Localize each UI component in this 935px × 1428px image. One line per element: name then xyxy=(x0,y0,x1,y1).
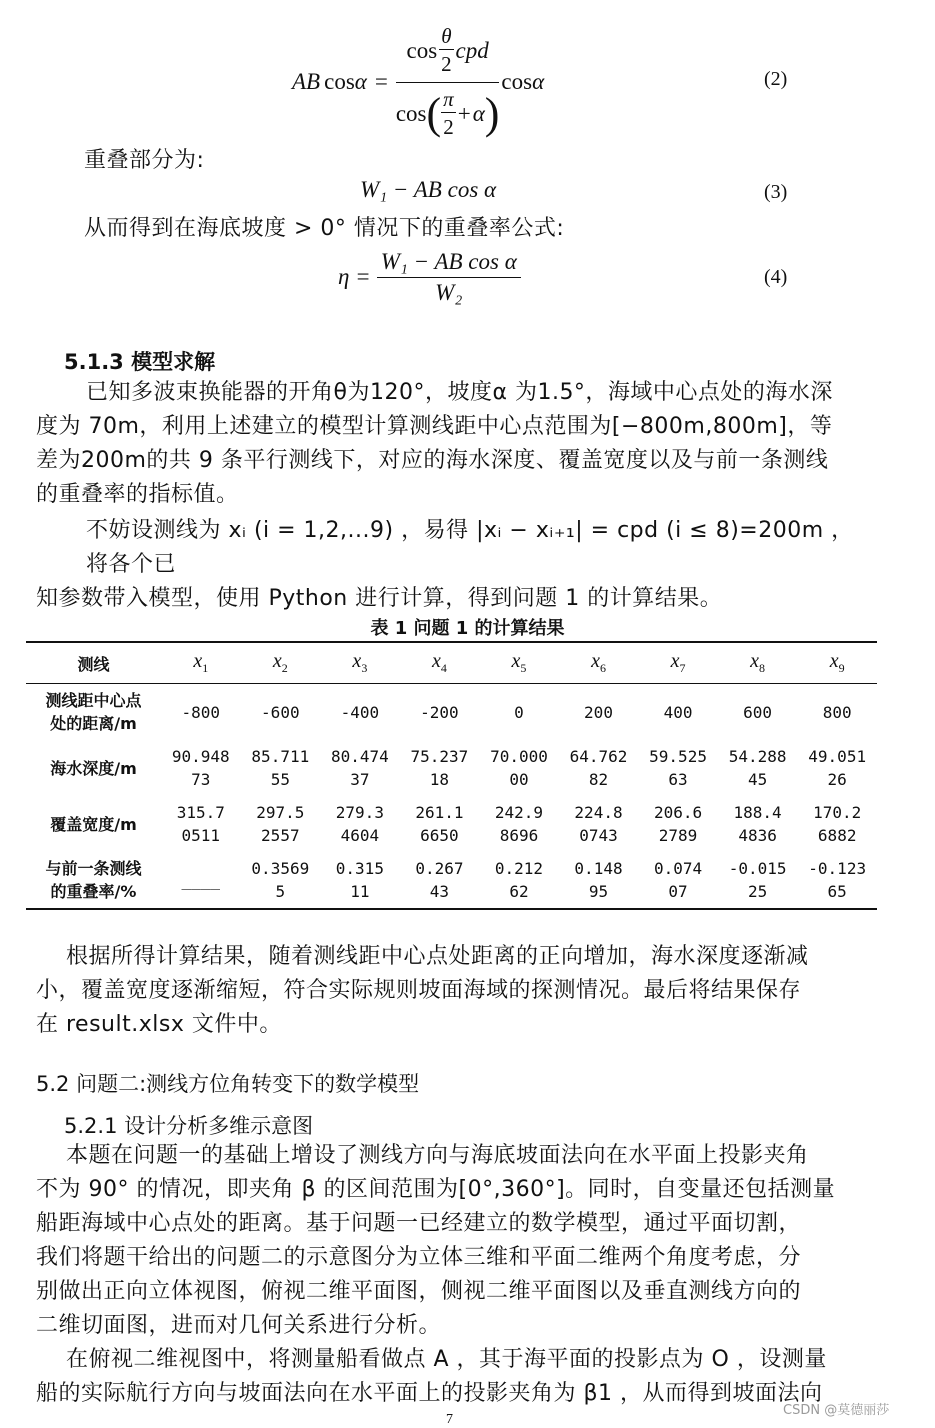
table-cell xyxy=(320,740,400,796)
table-cell-line: 80.474 xyxy=(330,747,389,766)
section-5-1-3-title: 5.1.3 模型求解 xyxy=(64,350,216,374)
eq2-den-two: 2 xyxy=(443,115,454,139)
table-cell-line: -800 xyxy=(181,702,221,722)
table-cell xyxy=(479,740,559,796)
row-header xyxy=(26,684,161,741)
col-header-x1: $x_1$ xyxy=(161,642,241,684)
eq2-number: (2) xyxy=(764,68,788,90)
table-cell-line: -200 xyxy=(420,702,459,722)
col-header-x2: $x_2$ xyxy=(241,642,321,684)
table-cell xyxy=(797,852,877,909)
table-row xyxy=(26,796,877,852)
table-cell xyxy=(479,796,559,852)
section-5-1-3-paragraph-1 xyxy=(36,376,876,512)
eq4-number: (4) xyxy=(764,266,788,288)
section-5-2-1-title: 5.2.1 设计分析多维示意图 xyxy=(64,1114,314,1138)
table-cell-line: 73 xyxy=(191,770,211,789)
section-5-2-1-paragraph-2 xyxy=(36,1343,876,1411)
eq2-lhs-ab: AB xyxy=(292,69,321,94)
table-cell-line: 00 xyxy=(509,770,529,789)
table-cell-line: 6882 xyxy=(817,826,857,845)
table-cell xyxy=(718,740,798,796)
table-cell-line: 0.212 xyxy=(494,859,544,878)
table-row xyxy=(26,684,877,741)
text-line: 二维切面图，进而对几何关系进行分析。 xyxy=(36,1313,442,1338)
text-line: 的重叠率的指标值。 xyxy=(36,482,239,507)
equation-3: W₁ − AB cos α xyxy=(360,177,497,202)
eq2-num-cpd: cpd xyxy=(455,37,489,63)
table-cell-line: 43 xyxy=(429,882,450,901)
text-line: 在 result.xlsx 文件中。 xyxy=(36,1012,282,1037)
row-header xyxy=(26,852,161,909)
table-caption: 表 1 问题 1 的计算结果 xyxy=(370,618,565,639)
row-header-line: 海水深度/m xyxy=(50,758,137,778)
table-cell-line: 90.948 xyxy=(171,747,230,766)
table-cell xyxy=(400,796,480,852)
table-cell-line: 224.8 xyxy=(574,803,623,822)
eq2-lhs-cos: cos xyxy=(324,69,355,94)
table-cell-line: 188.4 xyxy=(733,803,782,822)
eq4-lhs: η = xyxy=(338,264,371,289)
table-cell-line: 26 xyxy=(827,770,847,789)
table-cell-line: 49.051 xyxy=(808,747,867,766)
table-cell xyxy=(479,684,559,741)
equation-4 xyxy=(338,244,521,310)
text-line: 不为 90° 的情况，即夹角 β 的区间范围为[0°,360°]。同时，自变量还包括测量 xyxy=(36,1177,836,1202)
eq2-rhs-cos: cos xyxy=(501,69,533,94)
eq2-num-cos: cos xyxy=(406,37,438,63)
table-cell-line: 0.074 xyxy=(653,859,703,878)
row-header-line: 测线距中心点 xyxy=(45,691,142,710)
eq4-denominator: W₂ xyxy=(435,279,463,305)
table-cell xyxy=(400,852,480,909)
table-cell xyxy=(320,852,400,909)
row-header xyxy=(26,740,161,796)
section-5-2-title: 5.2 问题二:测线方位角转变下的数学模型 xyxy=(36,1072,420,1096)
table-cell-line: 65 xyxy=(827,882,847,901)
eq2-fraction: cos $\frac{\theta}{2}$ cpd cos ( $\frac{\pi}{2}$ + α ) xyxy=(396,22,500,143)
text-line: 根据所得计算结果，随着测线距中心点处距离的正向增加，海水深度逐渐减 xyxy=(66,944,809,969)
table-cell-line: 95 xyxy=(588,882,609,901)
text-line: 别做出正向立体视图，俯视二维平面图，侧视二维平面图以及垂直测线方向的 xyxy=(36,1279,802,1304)
table-cell-line: 0.315 xyxy=(335,859,384,878)
text-line: 差为200m的共 9 条平行测线下，对应的海水深度、覆盖宽度以及与前一条测线 xyxy=(36,448,829,473)
table-cell-line: -0.015 xyxy=(728,859,787,878)
conclusion-paragraph xyxy=(36,940,876,1042)
table-cell-line: 45 xyxy=(747,770,768,789)
table-cell xyxy=(479,852,559,909)
table-cell-line: 600 xyxy=(743,702,773,722)
text-line: 我们将题干给出的问题二的示意图分为立体三维和平面二维两个角度考虑，分 xyxy=(36,1245,802,1270)
results-table xyxy=(26,641,877,910)
table-cell-line: 800 xyxy=(822,702,852,722)
table-cell-line: 0.267 xyxy=(415,859,464,878)
table-cell xyxy=(320,796,400,852)
eq2-den-pi: π xyxy=(443,87,454,111)
table-cell-line: 75.237 xyxy=(410,747,469,766)
table-cell xyxy=(718,852,798,909)
table-cell-line: 0 xyxy=(514,702,524,722)
eq3-number: (3) xyxy=(764,181,788,203)
table-cell xyxy=(320,684,400,741)
watermark: CSDN @莫德丽莎 xyxy=(783,1403,890,1418)
table-cell xyxy=(797,796,877,852)
table-cell xyxy=(718,684,798,741)
table-cell-line: 0511 xyxy=(181,826,221,845)
eq2-num-theta: θ xyxy=(441,24,452,48)
table-cell-line: ____ xyxy=(181,870,221,890)
table-cell-line: 25 xyxy=(747,882,768,901)
section-5-2-1-paragraph-1 xyxy=(36,1139,876,1343)
text-line: 度为 70m，利用上述建立的模型计算测线距中心点范围为[−800m,800m]，等 xyxy=(36,414,833,439)
text-line: 已知多波束换能器的开角θ为120°，坡度α 为1.5°，海域中心点处的海水深 xyxy=(86,380,833,405)
table-cell-line: 0743 xyxy=(579,826,618,845)
table-cell-line: 2557 xyxy=(261,826,300,845)
eq2-den-plus: + xyxy=(457,100,471,126)
table-cell xyxy=(241,796,321,852)
col-header-x5: $x_5$ xyxy=(479,642,559,684)
row-header-line: 覆盖宽度/m xyxy=(50,814,137,834)
row-header-line: 与前一条测线 xyxy=(45,859,142,878)
col-header-x7: $x_7$ xyxy=(638,642,718,684)
table-cell-line: 4604 xyxy=(340,826,380,845)
table-cell xyxy=(638,684,718,741)
table-cell-line: -0.123 xyxy=(808,859,867,878)
eq2-lhs-alpha: α xyxy=(354,69,367,94)
table-cell-line: 206.6 xyxy=(653,803,703,822)
text-line: 船距海域中心点处的距离。基于问题一已经建立的数学模型，通过平面切割， xyxy=(36,1211,802,1236)
table-cell-line: 297.5 xyxy=(256,803,305,822)
formula-intro: 从而得到在海底坡度 > 0° 情况下的重叠率公式: xyxy=(84,216,565,241)
table-cell-line: 07 xyxy=(668,882,688,901)
text-line: 船的实际航行方向与坡面法向在水平面上的投影夹角为 β1 ，从而得到坡面法向 xyxy=(36,1381,823,1406)
table-cell xyxy=(797,740,877,796)
table-cell-line: 200 xyxy=(584,702,613,722)
row-header-line: 的重叠率/% xyxy=(50,882,137,901)
col-header-x6: $x_6$ xyxy=(559,642,639,684)
table-cell xyxy=(638,740,718,796)
table-cell-line: -600 xyxy=(261,702,300,722)
equation-2: AB cos α = cos $\frac{\theta}{2}$ cpd cos ( $\frac{\pi}{2}$ + α ) cos α xyxy=(292,22,544,142)
table-cell-line: 59.525 xyxy=(649,747,707,766)
table-cell xyxy=(718,796,798,852)
table-cell-line: 5 xyxy=(275,882,286,901)
row-header xyxy=(26,796,161,852)
table-cell-line: 2789 xyxy=(658,826,698,845)
table-cell-line: 4836 xyxy=(738,826,777,845)
eq2-rhs-alpha: α xyxy=(532,69,545,94)
table-cell-line: 400 xyxy=(663,702,693,722)
table-cell-line: 261.1 xyxy=(415,803,464,822)
table-cell-line: 37 xyxy=(350,770,370,789)
col-header-x9: $x_9$ xyxy=(797,642,877,684)
text-line: 本题在问题一的基础上增设了测线方向与海底坡面法向在水平面上投影夹角 xyxy=(66,1143,809,1168)
table-cell-line: 11 xyxy=(350,882,370,901)
eq2-den-alpha: α xyxy=(472,100,485,126)
text-line: 知参数带入模型，使用 Python 进行计算，得到问题 1 的计算结果。 xyxy=(36,586,723,611)
table-cell xyxy=(400,684,480,741)
col-header-x3: $x_3$ xyxy=(320,642,400,684)
table-cell xyxy=(161,740,241,796)
table-header-row xyxy=(26,642,877,684)
table-cell xyxy=(161,684,241,741)
table-cell-line: 18 xyxy=(429,770,450,789)
table-header-first: 测线 xyxy=(26,642,161,684)
table-cell-line: 85.711 xyxy=(251,747,310,766)
table-cell-line: 170.2 xyxy=(813,803,862,822)
table-cell-line: 315.7 xyxy=(176,803,225,822)
table-cell xyxy=(559,740,639,796)
eq2-num-two: 2 xyxy=(441,52,452,76)
table-cell xyxy=(241,684,321,741)
table-cell xyxy=(559,852,639,909)
table-cell xyxy=(638,796,718,852)
col-header-x8: $x_8$ xyxy=(718,642,798,684)
table-cell xyxy=(161,852,241,909)
text-line: 不妨设测线为 xᵢ (i = 1,2,...9) ，易得 |xᵢ − xᵢ₊₁| = cpd (i ≤ 8)=200m ，将各个已 xyxy=(86,518,854,577)
row-header-line: 处的距离/m xyxy=(50,714,137,733)
text-line: 小，覆盖宽度逐渐缩短，符合实际规则坡面海域的探测情况。最后将结果保存 xyxy=(36,978,802,1003)
table-cell-line: 63 xyxy=(668,770,688,789)
table-cell-line: 0.148 xyxy=(574,859,623,878)
table-cell-line: 6650 xyxy=(420,826,459,845)
table-cell-line: 279.3 xyxy=(335,803,384,822)
table-cell xyxy=(559,684,639,741)
table-cell-line: 8696 xyxy=(499,826,539,845)
table-cell xyxy=(241,852,321,909)
table-row xyxy=(26,740,877,796)
table-cell-line: 82 xyxy=(588,770,609,789)
table-cell-line: 62 xyxy=(509,882,529,901)
table-cell xyxy=(400,740,480,796)
eq4-numerator: W₁ − AB cos α xyxy=(377,249,521,278)
table-cell-line: 242.9 xyxy=(494,803,544,822)
col-header-x4: $x_4$ xyxy=(400,642,480,684)
table-cell xyxy=(797,684,877,741)
table-row xyxy=(26,852,877,909)
table-cell xyxy=(559,796,639,852)
table-cell-line: 54.288 xyxy=(728,747,787,766)
table-cell-line: 70.000 xyxy=(490,747,548,766)
text-line: 在俯视二维视图中，将测量船看做点 A ，其于海平面的投影点为 O ，设测量 xyxy=(66,1347,827,1372)
table-cell xyxy=(241,740,321,796)
table-cell xyxy=(638,852,718,909)
table-cell-line: 0.3569 xyxy=(251,859,310,878)
table-cell xyxy=(161,796,241,852)
table-cell-line: 55 xyxy=(270,770,290,789)
table-cell-line: -400 xyxy=(340,702,380,722)
page-number: 7 xyxy=(446,1412,453,1427)
section-5-1-3-paragraph-2 xyxy=(36,514,876,616)
eq2-den-cos: cos xyxy=(395,100,427,126)
table-cell-line: 64.762 xyxy=(569,747,628,766)
overlap-intro: 重叠部分为: xyxy=(84,148,205,173)
